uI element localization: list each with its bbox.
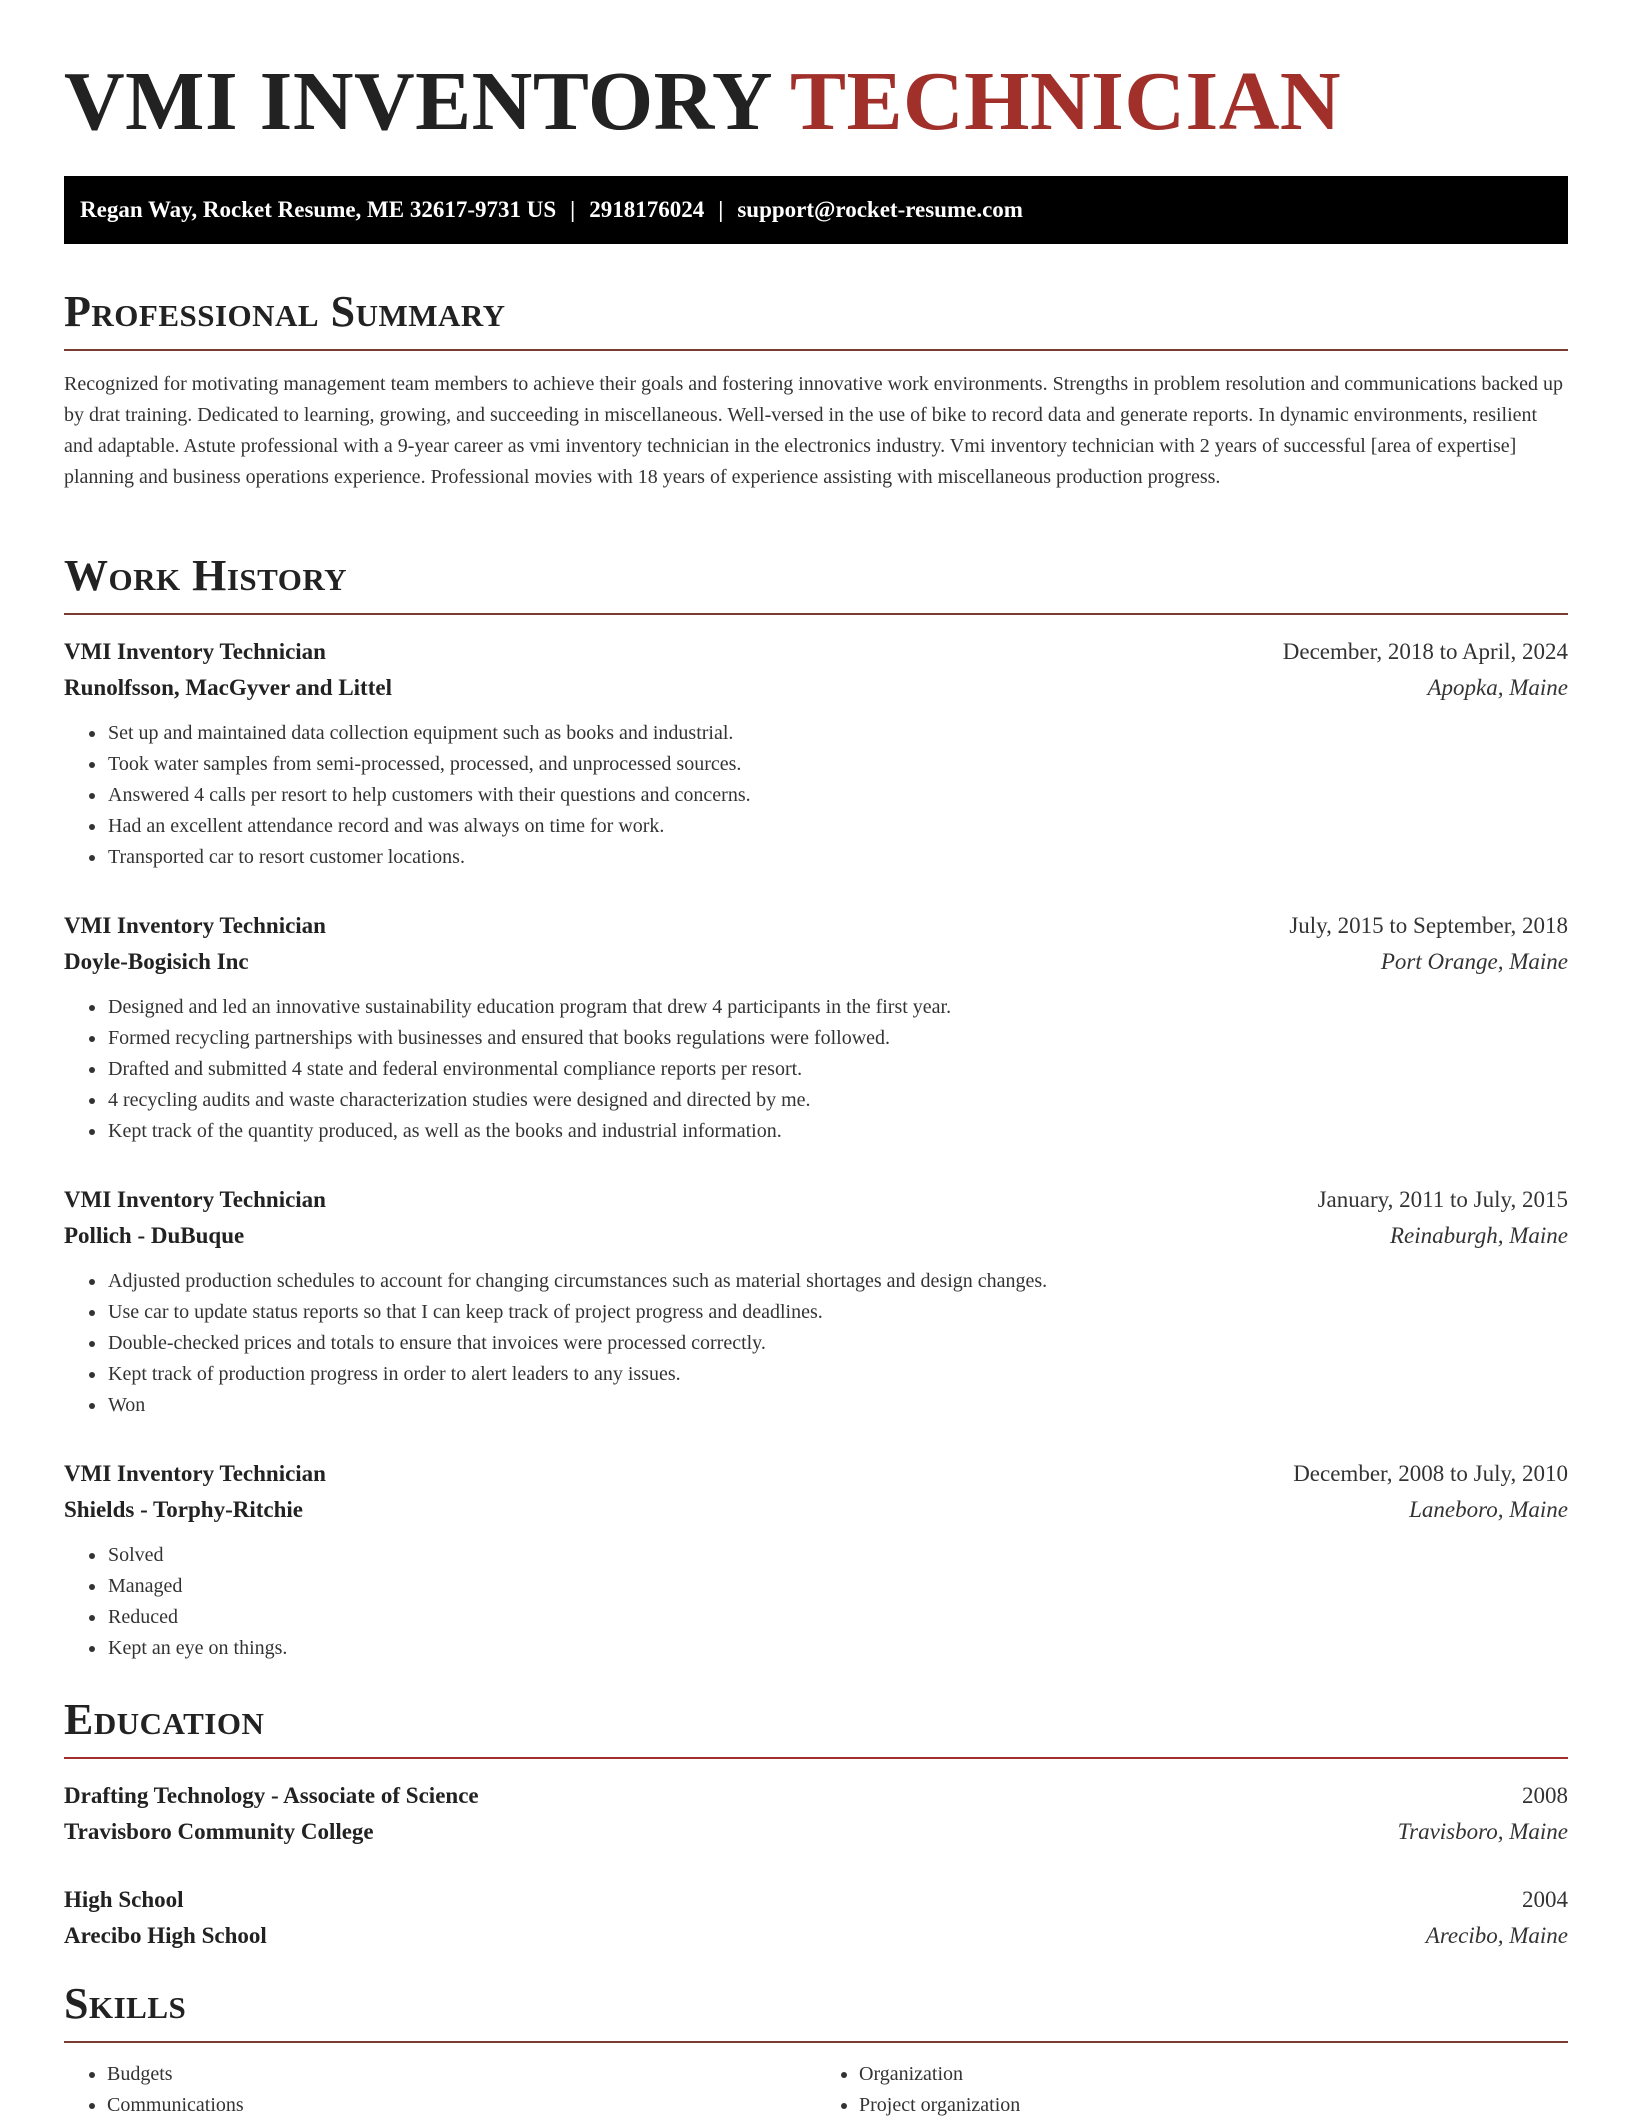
job-bullet: • Won <box>107 1390 1568 1421</box>
job-location: Reinaburgh, Maine <box>1389 1223 1568 1248</box>
education-school: Travisboro Community College <box>64 1819 374 1844</box>
education-school: Arecibo High School <box>64 1923 267 1948</box>
job-bullet: • Took water samples from semi-processed, processed, and unprocessed sources. <box>107 749 1568 780</box>
skill-item: • Project organization <box>859 2090 1568 2121</box>
title-part-1: VMI INVENTORY <box>64 55 770 148</box>
job-company: Pollich - DuBuque <box>64 1223 245 1248</box>
job-bullet: • Kept track of the quantity produced, as well as the books and industrial information. <box>107 1116 1568 1147</box>
education-degree: High School <box>64 1887 184 1912</box>
job-company: Runolfsson, MacGyver and Littel <box>64 675 392 700</box>
contact-email: support@rocket-resume.com <box>737 197 1023 222</box>
work-section <box>64 550 1568 615</box>
job-dates: December, 2008 to July, 2010 <box>1293 1461 1568 1486</box>
skills-columns <box>64 2043 1568 2121</box>
skill-item: • Budgets <box>107 2059 816 2090</box>
job-bullets <box>64 1266 1568 1421</box>
job-entry <box>64 908 1568 1147</box>
job-entry <box>64 1182 1568 1421</box>
job-bullet: • Managed <box>107 1571 1568 1602</box>
education-degree: Drafting Technology - Associate of Science <box>64 1783 479 1808</box>
education-year: 2004 <box>1522 1887 1568 1912</box>
job-company: Doyle-Bogisich Inc <box>64 949 249 974</box>
contact-address: Regan Way, Rocket Resume, ME 32617-9731 US <box>80 197 557 222</box>
job-location: Apopka, Maine <box>1427 675 1568 700</box>
job-entry <box>64 1456 1568 1664</box>
job-bullet: • Reduced <box>107 1602 1568 1633</box>
job-dates: January, 2011 to July, 2015 <box>1317 1187 1568 1212</box>
job-title: VMI Inventory Technician <box>64 1461 326 1486</box>
education-year: 2008 <box>1522 1783 1568 1808</box>
section-heading-education: Education <box>64 1695 265 1744</box>
skill-item: • Organization <box>859 2059 1568 2090</box>
job-bullet: • Transported car to resort customer locations. <box>107 842 1568 873</box>
skills-list-left <box>64 2059 816 2121</box>
summary-section <box>64 286 1568 493</box>
job-dates: July, 2015 to September, 2018 <box>1289 913 1568 938</box>
contact-phone: 2918176024 <box>589 197 705 222</box>
education-entry <box>64 1778 1568 1850</box>
job-bullet: • Adjusted production schedules to account for changing circumstances such as material shortages and design changes. <box>107 1266 1568 1297</box>
job-bullet: • Drafted and submitted 4 state and federal environmental compliance reports per resort. <box>107 1054 1568 1085</box>
job-bullet: • Double-checked prices and totals to ensure that invoices were processed correctly. <box>107 1328 1568 1359</box>
education-entry <box>64 1882 1568 1954</box>
job-bullet: • Kept track of production progress in order to alert leaders to any issues. <box>107 1359 1568 1390</box>
job-entry <box>64 634 1568 873</box>
job-title: VMI Inventory Technician <box>64 913 326 938</box>
job-bullets <box>64 718 1568 873</box>
job-bullet: • Designed and led an innovative sustainability education program that drew 4 participants in the first year. <box>107 992 1568 1023</box>
job-bullets <box>64 1540 1568 1664</box>
education-section <box>64 1694 1568 1759</box>
contact-separator: | <box>570 197 576 222</box>
section-divider <box>64 349 1568 351</box>
summary-text: Recognized for motivating management team members to achieve their goals and fostering innovative work environments. Strengths in problem resolution and communications backed up by drat training. Dedicated to learning, growing, and succeeding in miscellaneous. Well-versed in the use of bike to record data and generate reports. In dynamic environments, resilient and adaptable. Astute professional with a 9-year career as vmi inventory technician in the electronics industry. Vmi inventory technician with 2 years of successful [area of expertise] planning and business operations experience. Professional movies with 18 years of experience assisting with miscellaneous production progress. <box>64 372 1564 488</box>
section-heading-work: Work History <box>64 551 348 600</box>
job-bullet: • Solved <box>107 1540 1568 1571</box>
job-location: Port Orange, Maine <box>1380 949 1568 974</box>
skill-item: • Communications <box>107 2090 816 2121</box>
job-bullet: • Kept an eye on things. <box>107 1633 1568 1664</box>
job-dates: December, 2018 to April, 2024 <box>1282 639 1568 664</box>
section-heading-skills: Skills <box>64 1979 187 2028</box>
job-bullet: • Formed recycling partnerships with businesses and ensured that books regulations were followed. <box>107 1023 1568 1054</box>
job-bullet: • Had an excellent attendance record and was always on time for work. <box>107 811 1568 842</box>
section-divider <box>64 1757 1568 1759</box>
job-bullet: • 4 recycling audits and waste characterization studies were designed and directed by me. <box>107 1085 1568 1116</box>
job-bullet: • Use car to update status reports so that I can keep track of project progress and deadlines. <box>107 1297 1568 1328</box>
job-title: VMI Inventory Technician <box>64 1187 326 1212</box>
job-bullets <box>64 992 1568 1147</box>
skills-list-right <box>816 2059 1568 2121</box>
resume-title <box>64 52 1568 153</box>
contact-bar <box>64 176 1568 244</box>
job-bullet: • Set up and maintained data collection equipment such as books and industrial. <box>107 718 1568 749</box>
job-company: Shields - Torphy-Ritchie <box>64 1497 303 1522</box>
education-location: Travisboro, Maine <box>1397 1819 1568 1844</box>
job-bullet: • Answered 4 calls per resort to help customers with their questions and concerns. <box>107 780 1568 811</box>
education-location: Arecibo, Maine <box>1425 1923 1568 1948</box>
job-location: Laneboro, Maine <box>1409 1497 1568 1522</box>
job-title: VMI Inventory Technician <box>64 639 326 664</box>
section-divider <box>64 613 1568 615</box>
header <box>64 0 1568 148</box>
section-heading-summary: Professional Summary <box>64 287 506 336</box>
skills-section <box>64 1978 1568 2121</box>
contact-separator: | <box>718 197 724 222</box>
title-part-2: TECHNICIAN <box>789 55 1342 148</box>
